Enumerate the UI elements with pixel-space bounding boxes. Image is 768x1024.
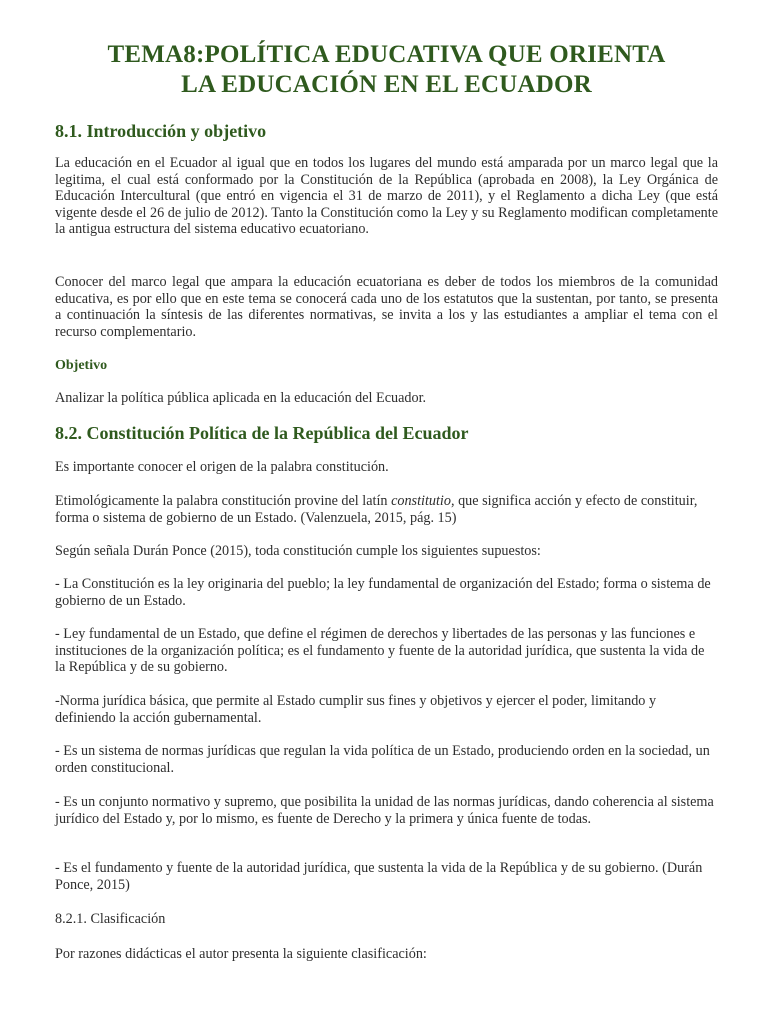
subsection-heading-clasificacion: 8.2.1. Clasificación: [55, 911, 166, 927]
etymology-latin-term: constitutio: [391, 493, 451, 509]
document-title: [55, 40, 718, 100]
title-line-2: LA EDUCACIÓN EN EL ECUADOR: [181, 71, 592, 98]
etymology-text-end: , que significa acción y efecto de constituir, forma o sistema de gobierno de un Estado. (Valenzuela, 2015, pág. 15): [55, 493, 698, 526]
list-item-3: -Norma jurídica básica, que permite al Estado cumplir sus fines y objetivos y ejercer el poder, limitando y definiendo la acción gubernamental.: [55, 693, 657, 726]
section-heading-introduccion: 8.1. Introducción y objetivo: [55, 121, 267, 141]
etymology-text-start: Etimológicamente la palabra constitución provine del latín: [55, 493, 392, 509]
constitution-paragraph-1: Es importante conocer el origen de la palabra constitución.: [55, 459, 389, 475]
section-heading-constitucion: 8.2. Constitución Política de la República del Ecuador: [55, 423, 469, 443]
classification-intro: Por razones didácticas el autor presenta la siguiente clasificación:: [55, 946, 427, 962]
title-line-1: TEMA8:POLÍTICA EDUCATIVA QUE ORIENTA: [107, 41, 666, 68]
intro-paragraph-1: La educación en el Ecuador al igual que en todos los lugares del mundo está amparada por un marco legal que la legitima, el cual está conformado por la Constitución de la República (aprobada en 2008), la Ley Orgánica de Educación Intercultural (que entró en vigencia el 31 de marzo de 2011), y el Reglamento a dicha Ley (que está vigente desde el 26 de julio de 2012). Tanto la Constitución como la Ley y su Reglamento modifican completamente la antigua estructura del sistema educativo ecuatoriano.: [55, 155, 718, 238]
list-item-5: - Es un conjunto normativo y supremo, que posibilita la unidad de las normas jurídicas, dando coherencia al sistema jurídico del Estado y, por lo mismo, es fuente de Derecho y la primera y única fuente de todas.: [55, 794, 714, 827]
list-item-1: - La Constitución es la ley originaria del pueblo; la ley fundamental de organización del Estado; forma o sistema de gobierno de un Estado.: [55, 576, 711, 609]
list-item-2: - Ley fundamental de un Estado, que define el régimen de derechos y libertades de las personas y las funciones e instituciones de la organización política; es el fundamento y fuente de la autoridad jurídica, que sustenta la vida de la República y de su gobierno.: [55, 626, 705, 676]
intro-paragraph-2: Conocer del marco legal que ampara la educación ecuatoriana es deber de todos los miembros de la comunidad educativa, es por ello que en este tema se conocerá cada uno de los estatutos que la sustentan, por tanto, se presenta a continuación la síntesis de las diferentes normativas, se invita a los y las estudiantes a ampliar el tema con el recurso complementario.: [55, 274, 718, 340]
list-item-4: - Es un sistema de normas jurídicas que regulan la vida política de un Estado, produciendo orden en la sociedad, un orden constitucional.: [55, 743, 710, 776]
etymology-paragraph: [55, 493, 718, 526]
objective-text: Analizar la política pública aplicada en la educación del Ecuador.: [55, 390, 427, 406]
objective-heading: Objetivo: [55, 358, 108, 373]
list-item-6: - Es el fundamento y fuente de la autoridad jurídica, que sustenta la vida de la República y de su gobierno. (Durán Ponce, 2015): [55, 860, 703, 893]
constitution-paragraph-3: Según señala Durán Ponce (2015), toda constitución cumple los siguientes supuestos:: [55, 543, 541, 559]
